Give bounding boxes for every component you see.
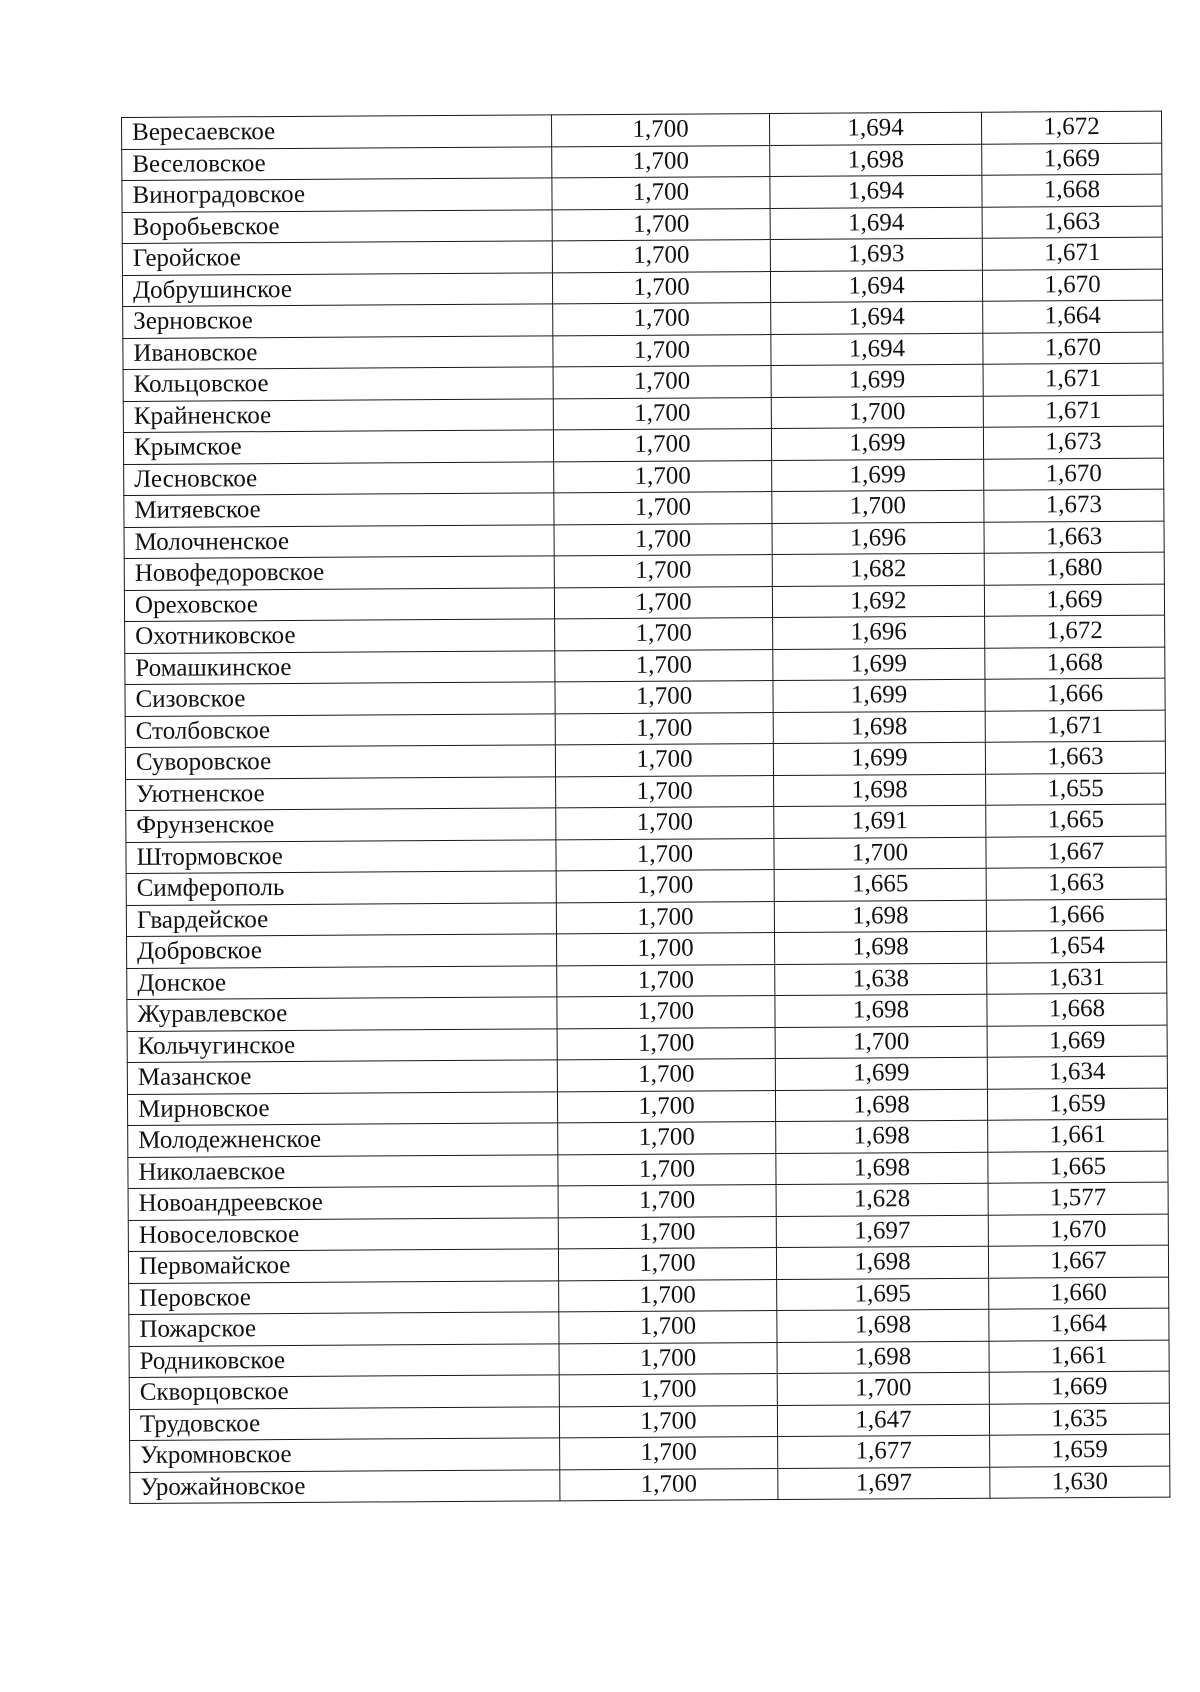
settlement-name-cell: Митяевское (124, 493, 554, 527)
value-column-2-cell: 1,628 (776, 1183, 988, 1216)
value-column-3-cell: 1,663 (982, 206, 1162, 239)
value-column-2-cell: 1,700 (775, 1026, 987, 1059)
value-column-2-cell: 1,698 (775, 1089, 987, 1122)
value-column-2-cell: 1,694 (769, 112, 981, 145)
value-column-2-cell: 1,638 (775, 963, 987, 996)
value-column-3-cell: 1,667 (988, 1245, 1168, 1278)
value-column-2-cell: 1,699 (773, 679, 985, 712)
value-column-2-cell: 1,698 (776, 1152, 988, 1185)
value-column-2-cell: 1,699 (771, 427, 983, 460)
value-column-3-cell: 1,663 (986, 867, 1166, 900)
settlement-name-cell: Гвардейское (126, 902, 556, 936)
value-column-2-cell: 1,698 (774, 774, 986, 807)
value-column-1-cell: 1,700 (558, 1216, 776, 1249)
settlement-name-cell: Родниковское (129, 1343, 559, 1377)
settlement-name-cell: Уютненское (126, 776, 556, 810)
settlement-name-cell: Штормовское (126, 839, 556, 873)
value-column-1-cell: 1,700 (559, 1374, 777, 1407)
value-column-1-cell: 1,700 (556, 807, 774, 840)
value-column-2-cell: 1,696 (773, 616, 985, 649)
value-column-1-cell: 1,700 (554, 460, 772, 493)
value-column-1-cell: 1,700 (554, 586, 772, 619)
value-column-1-cell: 1,700 (556, 870, 774, 903)
value-column-3-cell: 1,669 (982, 143, 1162, 176)
value-column-2-cell: 1,699 (773, 648, 985, 681)
settlement-name-cell: Ромашкинское (125, 650, 555, 684)
value-column-3-cell: 1,670 (983, 332, 1163, 365)
value-column-3-cell: 1,671 (983, 395, 1163, 428)
value-column-3-cell: 1,634 (987, 1056, 1167, 1089)
value-column-1-cell: 1,700 (551, 114, 769, 147)
settlement-name-cell: Крымское (123, 430, 553, 464)
settlement-name-cell: Скворцовское (129, 1375, 559, 1409)
table-row (130, 1466, 1170, 1504)
value-column-2-cell: 1,694 (770, 175, 982, 208)
value-column-1-cell: 1,700 (555, 681, 773, 714)
value-column-1-cell: 1,700 (553, 429, 771, 462)
value-column-3-cell: 1,670 (988, 1214, 1168, 1247)
value-column-3-cell: 1,577 (988, 1182, 1168, 1215)
value-column-2-cell: 1,698 (774, 900, 986, 933)
settlement-name-cell: Новофедоровское (124, 556, 554, 590)
value-column-1-cell: 1,700 (552, 145, 770, 178)
value-column-1-cell: 1,700 (557, 964, 775, 997)
settlement-name-cell: Зерновское (123, 304, 553, 338)
value-column-1-cell: 1,700 (557, 996, 775, 1029)
value-column-3-cell: 1,680 (984, 552, 1164, 585)
settlement-name-cell: Молочненское (124, 524, 554, 558)
value-column-2-cell: 1,699 (772, 459, 984, 492)
settlement-name-cell: Мазанское (127, 1060, 557, 1094)
value-column-1-cell: 1,700 (554, 492, 772, 525)
settlement-name-cell: Добрушинское (122, 272, 552, 306)
settlement-name-cell: Новоандреевское (128, 1186, 558, 1220)
settlement-name-cell: Лесновское (124, 461, 554, 495)
value-column-3-cell: 1,630 (990, 1466, 1170, 1499)
value-column-3-cell: 1,668 (987, 993, 1167, 1026)
value-column-3-cell: 1,672 (981, 111, 1161, 144)
settlement-name-cell: Молодежненское (128, 1123, 558, 1157)
value-column-3-cell: 1,659 (990, 1434, 1170, 1467)
settlement-name-cell: Ореховское (124, 587, 554, 621)
settlement-name-cell: Фрунзенское (126, 808, 556, 842)
value-column-3-cell: 1,664 (989, 1308, 1169, 1341)
table-body (122, 111, 1170, 1503)
value-column-1-cell: 1,700 (554, 523, 772, 556)
value-column-3-cell: 1,672 (985, 615, 1165, 648)
value-column-3-cell: 1,661 (989, 1340, 1169, 1373)
settlement-name-cell: Николаевское (128, 1154, 558, 1188)
data-table (121, 111, 1170, 1504)
settlement-name-cell: Столбовское (125, 713, 555, 747)
value-column-3-cell: 1,673 (983, 426, 1163, 459)
value-column-1-cell: 1,700 (557, 1090, 775, 1123)
settlement-name-cell: Суворовское (125, 745, 555, 779)
value-column-2-cell: 1,665 (774, 868, 986, 901)
settlement-name-cell: Кольчугинское (127, 1028, 557, 1062)
value-column-3-cell: 1,673 (984, 489, 1164, 522)
value-column-1-cell: 1,700 (558, 1122, 776, 1155)
settlement-name-cell: Геройское (122, 241, 552, 275)
value-column-3-cell: 1,666 (985, 678, 1165, 711)
value-column-1-cell: 1,700 (560, 1437, 778, 1470)
settlement-name-cell: Мирновское (127, 1091, 557, 1125)
value-column-2-cell: 1,698 (777, 1341, 989, 1374)
value-column-2-cell: 1,700 (771, 396, 983, 429)
value-column-2-cell: 1,696 (772, 522, 984, 555)
value-column-2-cell: 1,698 (775, 994, 987, 1027)
settlement-name-cell: Веселовское (122, 146, 552, 180)
settlement-name-cell: Пожарское (129, 1312, 559, 1346)
value-column-3-cell: 1,667 (986, 836, 1166, 869)
value-column-3-cell: 1,669 (984, 584, 1164, 617)
value-column-3-cell: 1,661 (988, 1119, 1168, 1152)
value-column-1-cell: 1,700 (556, 901, 774, 934)
value-column-1-cell: 1,700 (559, 1342, 777, 1375)
value-column-1-cell: 1,700 (553, 397, 771, 430)
settlement-name-cell: Первомайское (128, 1249, 558, 1283)
value-column-1-cell: 1,700 (555, 649, 773, 682)
value-column-3-cell: 1,635 (989, 1403, 1169, 1436)
value-column-1-cell: 1,700 (555, 744, 773, 777)
value-column-2-cell: 1,698 (770, 144, 982, 177)
value-column-1-cell: 1,700 (552, 208, 770, 241)
value-column-1-cell: 1,700 (553, 303, 771, 336)
value-column-2-cell: 1,691 (774, 805, 986, 838)
value-column-3-cell: 1,654 (986, 930, 1166, 963)
settlement-name-cell: Донское (127, 965, 557, 999)
value-column-3-cell: 1,668 (982, 174, 1162, 207)
value-column-2-cell: 1,677 (778, 1435, 990, 1468)
value-column-2-cell: 1,694 (771, 301, 983, 334)
value-column-3-cell: 1,664 (983, 300, 1163, 333)
value-column-1-cell: 1,700 (555, 618, 773, 651)
value-column-3-cell: 1,631 (987, 962, 1167, 995)
value-column-2-cell: 1,694 (770, 207, 982, 240)
value-column-1-cell: 1,700 (552, 177, 770, 210)
settlement-name-cell: Укромновское (130, 1438, 560, 1472)
value-column-3-cell: 1,659 (987, 1088, 1167, 1121)
value-column-1-cell: 1,700 (559, 1279, 777, 1312)
value-column-2-cell: 1,682 (772, 553, 984, 586)
value-column-3-cell: 1,669 (987, 1025, 1167, 1058)
settlement-name-cell: Журавлевское (127, 997, 557, 1031)
value-column-1-cell: 1,700 (555, 712, 773, 745)
settlement-name-cell: Перовское (129, 1280, 559, 1314)
value-column-1-cell: 1,700 (556, 775, 774, 808)
settlement-name-cell: Сизовское (125, 682, 555, 716)
value-column-2-cell: 1,694 (770, 270, 982, 303)
settlement-name-cell: Трудовское (129, 1406, 559, 1440)
value-column-2-cell: 1,699 (775, 1057, 987, 1090)
value-column-2-cell: 1,698 (777, 1309, 989, 1342)
value-column-3-cell: 1,670 (982, 269, 1162, 302)
value-column-2-cell: 1,698 (776, 1246, 988, 1279)
settlement-name-cell: Вересаевское (122, 115, 552, 149)
settlement-name-cell: Урожайновское (130, 1469, 560, 1503)
settlement-name-cell: Новоселовское (128, 1217, 558, 1251)
value-column-1-cell: 1,700 (556, 838, 774, 871)
value-column-1-cell: 1,700 (558, 1248, 776, 1281)
value-column-3-cell: 1,660 (989, 1277, 1169, 1310)
value-column-1-cell: 1,700 (558, 1153, 776, 1186)
value-column-1-cell: 1,700 (559, 1311, 777, 1344)
settlement-name-cell: Виноградовское (122, 178, 552, 212)
value-column-1-cell: 1,700 (559, 1405, 777, 1438)
value-column-2-cell: 1,700 (777, 1372, 989, 1405)
value-column-1-cell: 1,700 (553, 366, 771, 399)
value-column-1-cell: 1,700 (557, 1027, 775, 1060)
value-column-3-cell: 1,666 (986, 899, 1166, 932)
value-column-1-cell: 1,700 (552, 240, 770, 273)
value-column-2-cell: 1,700 (774, 837, 986, 870)
value-column-2-cell: 1,692 (772, 585, 984, 618)
value-column-2-cell: 1,698 (776, 1120, 988, 1153)
value-column-2-cell: 1,697 (776, 1215, 988, 1248)
value-column-3-cell: 1,671 (982, 237, 1162, 270)
settlement-name-cell: Кольцовское (123, 367, 553, 401)
value-column-3-cell: 1,671 (983, 363, 1163, 396)
value-column-2-cell: 1,695 (777, 1278, 989, 1311)
settlement-name-cell: Охотниковское (125, 619, 555, 653)
value-column-1-cell: 1,700 (560, 1468, 778, 1501)
value-column-3-cell: 1,671 (985, 710, 1165, 743)
value-column-3-cell: 1,663 (984, 521, 1164, 554)
settlement-name-cell: Симферополь (126, 871, 556, 905)
value-column-2-cell: 1,694 (771, 333, 983, 366)
value-column-2-cell: 1,647 (777, 1404, 989, 1437)
value-column-1-cell: 1,700 (552, 271, 770, 304)
settlement-name-cell: Ивановское (123, 335, 553, 369)
settlement-name-cell: Добровское (127, 934, 557, 968)
value-column-3-cell: 1,670 (984, 458, 1164, 491)
value-column-2-cell: 1,698 (774, 931, 986, 964)
value-column-2-cell: 1,700 (772, 490, 984, 523)
value-column-2-cell: 1,693 (770, 238, 982, 271)
value-column-1-cell: 1,700 (556, 933, 774, 966)
value-column-2-cell: 1,698 (773, 711, 985, 744)
settlement-name-cell: Крайненское (123, 398, 553, 432)
value-column-2-cell: 1,699 (771, 364, 983, 397)
value-column-1-cell: 1,700 (558, 1185, 776, 1218)
value-column-3-cell: 1,655 (986, 773, 1166, 806)
value-column-3-cell: 1,668 (985, 647, 1165, 680)
value-column-1-cell: 1,700 (553, 334, 771, 367)
value-column-2-cell: 1,697 (778, 1467, 990, 1500)
value-column-1-cell: 1,700 (554, 555, 772, 588)
value-column-3-cell: 1,669 (989, 1371, 1169, 1404)
value-column-3-cell: 1,665 (988, 1151, 1168, 1184)
settlement-name-cell: Воробьевское (122, 209, 552, 243)
value-column-2-cell: 1,699 (773, 742, 985, 775)
value-column-3-cell: 1,663 (985, 741, 1165, 774)
value-column-3-cell: 1,665 (986, 804, 1166, 837)
value-column-1-cell: 1,700 (557, 1059, 775, 1092)
